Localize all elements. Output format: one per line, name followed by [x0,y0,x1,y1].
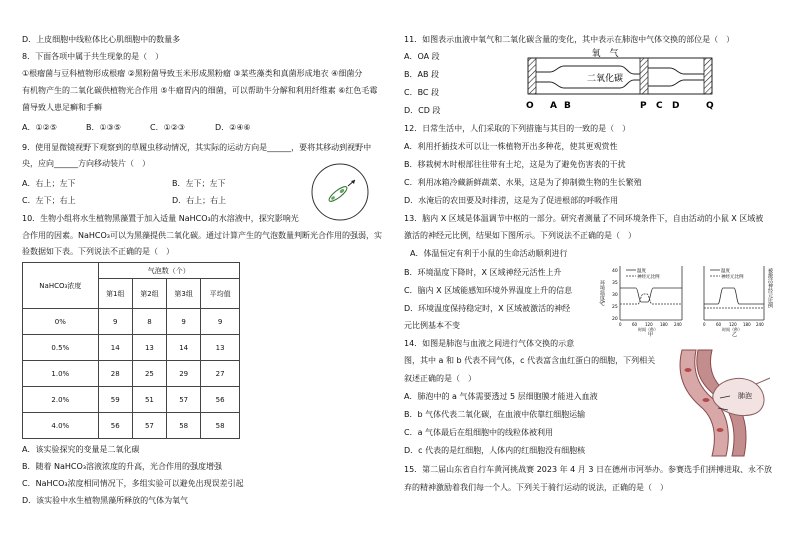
table-cell: 0.5% [23,335,99,361]
table-cell: 14 [167,335,201,361]
q8-option-d: D．②④⑥ [215,123,251,132]
table-cell: 29 [167,361,201,387]
q8-stem: 8．下面各项中属于共生现象的是（ ） [22,52,164,61]
q12-option-a: A．利用扦插技术可以让一株植物开出多种花，使其更观赏性 [404,142,618,151]
x-axis-title: 时间（秒） [638,327,658,332]
paramecium-icon [327,184,349,203]
q9-option-a: A．右上；左下 [22,179,76,188]
table-cell: 9 [167,309,201,335]
x-tick: 0 [703,322,706,327]
q14-line3: 叙述正确的是（ ） [404,374,476,383]
q13-option-d-line2: 元比例基本不变 [404,321,460,330]
y-tick: 35 [612,281,618,286]
y-tick: 40 [612,269,618,274]
chart-label-yi: 乙 [732,332,738,338]
chart-yi [703,266,773,338]
x-tick: 60 [716,322,722,327]
table-cell: 2.0% [23,387,99,413]
chart-right-axis-title: 被激活神经元比例 [767,268,773,308]
q10-option-b: B．随着 NaHCO₃溶液浓度的升高，光合作用的强度增强 [22,462,223,471]
table-cell: 59 [98,387,132,413]
table-cell: 8 [132,309,166,335]
x-tick: 180 [743,322,751,327]
table-cell: 57 [167,387,201,413]
q9-line1: 9．使用显微镜视野下观察到的草履虫移动情况，其实际的运动方向是______，要将其移动到视野中 [22,143,372,152]
legend-ratio: 神经元比例 [721,275,744,280]
table-cell: 28 [98,361,132,387]
q13-option-c: C．脑内 X 区域能感知环境外界温度上升的信息 [404,286,573,295]
point-label: Q [706,101,714,111]
q12-option-c: C．利用冰箱冷藏新鲜蔬菜、水果，这是为了抑制微生物的生长繁殖 [404,178,642,187]
microscope-field-figure [308,160,372,224]
alveolus-label: 肺泡 [738,392,752,400]
q12-option-b: B．移栽树木时根部往往带有土坨，这是为了避免伤害表的干扰 [404,160,626,169]
table-cell: 58 [201,413,240,439]
q10-line1: 10．生物小组将水生植物黑藻置于加入适量 NaHCO₃的水溶液中，探究影响光 [22,214,299,223]
x-tick: 120 [645,322,653,327]
point-label: B [564,101,571,111]
x-tick: 120 [729,322,737,327]
q8-line2: 有机物产生的二氧化碳供植物光合作用 ⑤牛瘤胃内的细菌，可以帮助牛分解和利用纤维素 ⑥红色毛霉 [22,86,378,95]
q10-line3: 验数据如下表。下列说法不正确的是（ ） [22,247,174,256]
table-row [23,387,240,413]
q15-line2: 弃的精神激励着我们每一个人。下列关于骑行运动的说法，正确的是（ ） [404,483,668,492]
x-axis-title: 时间（秒） [722,327,742,332]
q8-line3: 菌导致人患足癣和手癣 [22,103,102,112]
q8-option-b: B．①③⑤ [86,123,122,132]
bubble-count-table [22,262,240,439]
y-tick: 30 [612,293,618,298]
table-cell: 56 [98,413,132,439]
table-cell: 1.0% [23,361,99,387]
q9-line2: 央，应向______方向移动装片（ ） [22,159,150,168]
chart-jia [599,266,683,338]
graph-co2-label: 二氧化碳 [586,74,624,84]
q13-option-a: A．体温恒定有利于小鼠的生命活动顺利进行 [410,249,568,258]
q14-option-c: C．a 气体最后在组细胞中的线粒体被利用 [404,428,554,437]
blood-gas-graph [520,46,720,112]
legend-temp: 温度 [721,269,730,274]
table-cell: 13 [132,335,166,361]
table-cell: 57 [132,413,166,439]
point-label: D [672,101,680,111]
q11-option-d: D．CD 段 [404,106,441,115]
q7-option-d: D．上皮细胞中线粒体比心肌细胞中的数量多 [22,35,181,44]
q13-option-d-line1: D．环境温度保持稳定时，X 区域被激活的神经 [404,304,571,313]
q10-option-c: C．NaHCO₃浓度相同情况下，多组实验可以避免出现误差引起 [22,479,244,488]
y-tick: 20 [612,317,618,322]
temperature-neuron-charts [600,258,780,336]
table-subheader: 第1组 [98,279,132,309]
q14-option-a: A．肺泡中的 a 气体需要透过 5 层细胞膜才能进入血液 [404,392,598,401]
table-cell: 9 [201,309,240,335]
table-row [23,413,240,439]
q9-option-c: C．左下；右上 [22,196,76,205]
point-label: C [656,101,663,111]
q8-line1: ①根瘤菌与豆科植物形成根瘤 ②黑粉菌导致玉米形成黑粉瘤 ③某些藻类和真菌形成地衣 ④细菌分 [22,69,363,78]
point-label: O [526,101,534,111]
q14-option-b: B．b 气体代表二氧化碳，在血液中依靠红细胞运输 [404,410,586,419]
legend-temp: 温度 [637,269,646,274]
q10-option-d: D．该实验中水生植物黑藻所释放的气体为氧气 [22,496,189,505]
x-tick: 0 [619,322,622,327]
table-header-concentration: NaHCO₃浓度 [23,263,99,309]
q11-stem: 11．如图表示血液中氧气和二氧化碳含量的变化，其中表示在肺泡中气体交换的部位是（ ） [404,35,735,44]
table-row [23,361,240,387]
q11-option-a: A．OA 段 [404,52,440,61]
q9-option-d: D．右上；右上 [172,196,227,205]
table-subheader: 第2组 [132,279,166,309]
table-row [23,309,240,335]
table-subheader: 平均值 [201,279,240,309]
table-cell: 4.0% [23,413,99,439]
table-cell: 13 [201,335,240,361]
table-cell: 51 [132,387,166,413]
q8-option-c: C．①②③ [150,123,186,132]
graph-oxygen-label: 氧 气 [591,49,619,59]
point-label: P [640,101,647,111]
q14-line1: 14．如图是肺泡与血液之间进行气体交换的示意 [404,339,575,348]
q15-line1: 15．第二届山东省自行车黄河挑战赛 2023 年 4 月 3 日在德州市河举办。参赛选手们拼搏进取、永不放 [404,465,772,474]
q11-option-b: B．AB 段 [404,70,439,79]
table-cell: 27 [201,361,240,387]
alveolus-figure [660,344,772,458]
table-row [23,335,240,361]
q14-line2: 图，其中 a 和 b 代表不同气体，c 代表富含血红蛋白的细胞，下列相关 [404,356,656,365]
q8-option-a: A．①②⑤ [22,123,57,132]
q13-line1: 13．脑内 X 区域是体温调节中枢的一部分。研究者测量了不同环境条件下，自由活动的小鼠 X 区域被 [404,214,764,223]
x-tick: 180 [660,322,668,327]
table-cell: 9 [98,309,132,335]
table-cell: 0% [23,309,99,335]
x-tick: 240 [756,322,764,327]
q9-option-b: B．左下；左下 [172,179,226,188]
x-tick: 60 [632,322,638,327]
chart-left-axis-title: 环境温度/℃ [599,280,605,308]
table-cell: 58 [167,413,201,439]
table-cell: 25 [132,361,166,387]
table-cell: 14 [98,335,132,361]
q10-option-a: A．该实验探究的变量是二氧化碳 [22,445,140,454]
x-tick: 240 [674,322,682,327]
q14-option-d: D．c 代表的是红细胞，人体内的红细胞没有细胞核 [404,446,586,455]
q12-option-d: D．水淹后的农田要及时排涝，这是为了促进根部的呼吸作用 [404,196,619,205]
q11-option-c: C．BC 段 [404,88,440,97]
q12-stem: 12．日常生活中，人们采取的下列措施与其目的一致的是（ ） [404,124,631,133]
legend-ratio: 神经元比例 [637,275,660,280]
point-label: A [550,101,557,111]
table-cell: 56 [201,387,240,413]
table-subheader: 第3组 [167,279,201,309]
y-tick: 25 [612,305,618,310]
table-header-bubbles: 气泡数（个） [98,263,239,279]
q13-line2: 激活的神经元比例，结果如下图所示。下列说法不正确的是（ ） [404,231,636,240]
chart-label-jia: 甲 [648,332,654,338]
q13-option-b: B．环境温度下降时，X 区域神经元活性上升 [404,268,562,277]
q10-line2: 合作用的因素。NaHCO₃可以为黑藻提供二氧化碳。通过计算产生的气泡数量判断光合作用的强弱，实 [22,231,382,240]
